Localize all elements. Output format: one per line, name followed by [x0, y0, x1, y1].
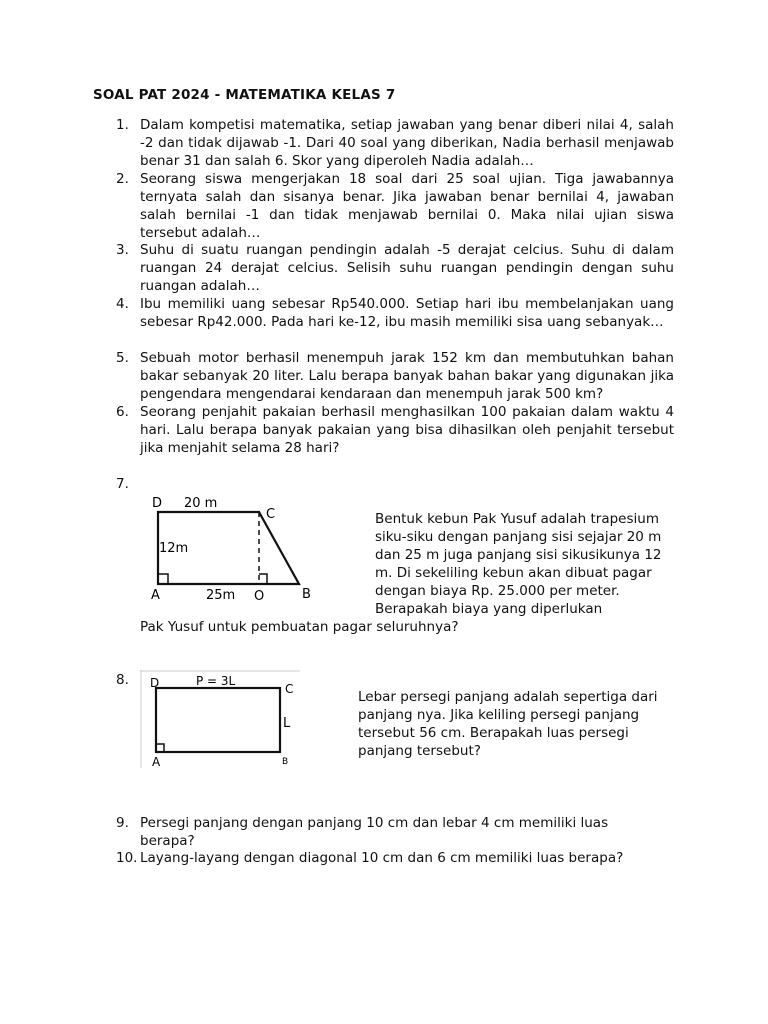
top-side-label: 20 m [184, 496, 218, 511]
right-angle-mark [156, 744, 164, 752]
question-text: Bentuk kebun Pak Yusuf adalah trapesium siku-siku dengan panjang sisi sejajar 20 m dan 25 m juga panjang sisi sikusikunya 12 m. Di sekeliling kebun akan dibuat pagar dengan biaya Rp. 25.000 per meter. Berapakah biaya yang diperlukan [375, 511, 662, 617]
question-number: 8. [116, 672, 129, 688]
question-text: Persegi panjang dengan panjang 10 cm dan lebar 4 cm memiliki luas berapa? [140, 815, 609, 849]
width-label: L [283, 716, 291, 731]
question-number: 2. [116, 171, 129, 187]
question-number: 5. [116, 350, 129, 366]
vertex-label-a: A [151, 588, 160, 603]
vertex-label-b: B [282, 757, 289, 767]
vertex-label-c: C [266, 507, 276, 522]
question-number: 9. [116, 815, 129, 831]
vertex-label-d: D [152, 496, 163, 511]
vertex-label-d: D [150, 676, 160, 690]
question-number: 1. [116, 117, 129, 133]
question-text: Seorang penjahit pakaian berhasil menghasilkan 100 pakaian dalam waktu 4 hari. Lalu berapa banyak pakaian yang bisa dihasilkan oleh penjahit tersebut jika menjahit selama 28 hari? [140, 404, 674, 456]
question-text-continued: Pak Yusuf untuk pembuatan pagar seluruhnya? [140, 619, 459, 635]
vertex-label-o: O [254, 589, 265, 604]
vertex-label-b: B [302, 587, 311, 602]
rectangle-figure [140, 670, 302, 770]
question-number: 6. [116, 404, 129, 420]
right-angle-mark-a [158, 574, 168, 584]
trapezoid-figure [146, 490, 318, 606]
right-angle-mark-o [259, 574, 267, 584]
question-text: Seorang siswa mengerjakan 18 soal dari 25 soal ujian. Tiga jawabannya ternyata salah dan sisanya benar. Jika jawaban benar bernilai 4, jawaban salah bernilai -1 dan tidak menjawab bernilai 0. Maka nilai ujian siswa tersebut adalah… [140, 171, 674, 241]
question-number: 10. [116, 850, 138, 866]
question-number: 3. [116, 242, 129, 258]
question-text: Layang-layang dengan diagonal 10 cm dan 6 cm memiliki luas berapa? [140, 850, 624, 866]
question-number: 7. [116, 476, 129, 492]
question-text: Dalam kompetisi matematika, setiap jawaban yang benar diberi nilai 4, salah -2 dan tidak dijawab -1. Dari 40 soal yang diberikan, Nadia berhasil menjawab benar 31 dan salah 6. Skor yang diperoleh Nadia adalah… [140, 117, 674, 169]
question-text: Lebar persegi panjang adalah sepertiga dari panjang nya. Jika keliling persegi panjang tersebut 56 cm. Berapakah luas persegi panjang tersebut? [358, 689, 658, 759]
bottom-side-label: 25m [206, 588, 236, 603]
page-title: SOAL PAT 2024 - MATEMATIKA KELAS 7 [93, 87, 396, 103]
question-number: 4. [116, 296, 129, 312]
question-text: Sebuah motor berhasil menempuh jarak 152 km dan membutuhkan bahan bakar sebanyak 20 liter. Lalu berapa banyak bahan bakar yang digunakan jika pengendara mengendarai kendaraan dan menempuh jarak 500 km? [140, 350, 674, 402]
vertex-label-a: A [152, 755, 161, 769]
question-text: Suhu di suatu ruangan pendingin adalah -5 derajat celcius. Suhu di dalam ruangan 24 derajat celcius. Selisih suhu ruangan pendingin dengan suhu ruangan adalah… [140, 242, 674, 294]
vertex-label-c: C [285, 682, 294, 696]
side-length-label: 12m [159, 541, 189, 556]
length-label: P = 3L [196, 674, 236, 688]
question-text: Ibu memiliki uang sebesar Rp540.000. Setiap hari ibu membelanjakan uang sebesar Rp42.000. Pada hari ke-12, ibu masih memiliki sisa uang sebanyak… [140, 296, 674, 330]
rectangle-shape [156, 688, 280, 752]
